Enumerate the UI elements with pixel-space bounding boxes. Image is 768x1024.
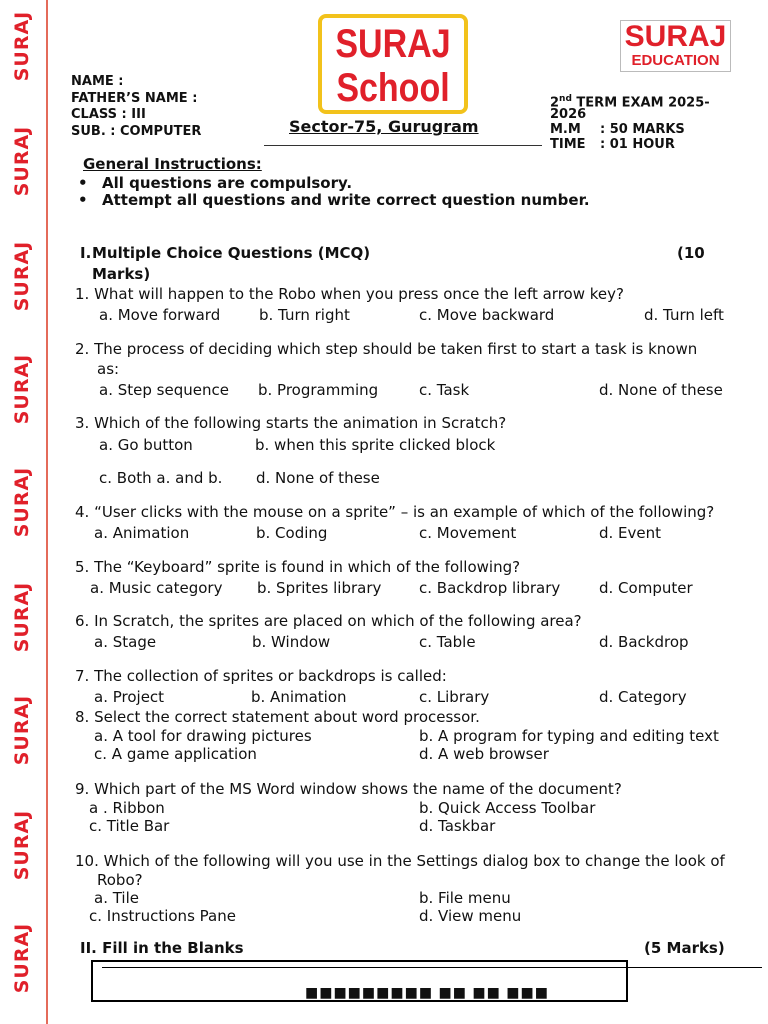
side-watermark-text: SURAJ (11, 922, 33, 994)
education-logo-line2: EDUCATION (631, 52, 720, 69)
option: c. Backdrop library (419, 579, 561, 597)
exam-info-block (550, 84, 750, 152)
section-marks: (5 Marks) (644, 939, 725, 957)
side-watermark-strip (0, 0, 48, 1024)
option: c. Library (419, 688, 490, 706)
side-watermark-text: SURAJ (11, 10, 33, 82)
term-label: 2nd TERM EXAM 2025- (550, 94, 710, 111)
option: d. None of these (256, 469, 380, 487)
option: a. A tool for drawing pictures (94, 727, 312, 745)
school-logo-line2: School (336, 66, 450, 110)
option: a. Project (94, 688, 165, 706)
option: a. Step sequence (99, 381, 229, 399)
option: d. Backdrop (599, 633, 689, 651)
footer-text: ■■■■■■■■■ ■■ ■■ ■■■ (305, 985, 549, 1001)
option: c. Movement (419, 524, 517, 542)
option: c. Move backward (419, 306, 555, 324)
option: c. Table (419, 633, 476, 651)
side-watermark-text: SURAJ (11, 694, 33, 766)
footer-line (102, 967, 762, 968)
subject-label: SUB. : COMPUTER (71, 124, 202, 139)
option: c. A game application (94, 745, 257, 763)
section-title: Multiple Choice Questions (MCQ) (92, 244, 371, 262)
option: c. Both a. and b. (99, 469, 223, 487)
header-divider (264, 145, 542, 146)
question-text-cont: as: (97, 360, 120, 378)
instruction-item: Attempt all questions and write correct question number. (102, 191, 590, 209)
question-text: 8. Select the correct statement about word processor. (75, 708, 480, 726)
option: b. File menu (419, 889, 511, 907)
bullet-icon: • (78, 191, 88, 209)
section-title: II. Fill in the Blanks (80, 939, 244, 957)
section-marks-cont: Marks) (92, 265, 151, 283)
side-watermark-text: SURAJ (11, 809, 33, 881)
question-text: 1. What will happen to the Robo when you press once the left arrow key? (75, 285, 624, 303)
option: d. View menu (419, 907, 522, 925)
side-watermark-text: SURAJ (11, 125, 33, 197)
side-watermark-text: SURAJ (11, 466, 33, 538)
education-logo (620, 20, 731, 72)
time-label: TIME (550, 137, 586, 152)
option: d. Category (599, 688, 687, 706)
question-text: 10. Which of the following will you use in the Settings dialog box to change the look of (75, 852, 725, 870)
option: d. None of these (599, 381, 723, 399)
option: c. Task (419, 381, 470, 399)
option: b. when this sprite clicked block (255, 436, 496, 454)
option: a . Ribbon (89, 799, 165, 817)
exam-year: 2026 (550, 107, 587, 122)
option: d. Taskbar (419, 817, 496, 835)
option: b. Window (252, 633, 331, 651)
option: d. Computer (599, 579, 693, 597)
question-text: 5. The “Keyboard” sprite is found in which of the following? (75, 558, 521, 576)
option: a. Animation (94, 524, 190, 542)
max-marks-value: : 50 MARKS (600, 122, 685, 137)
side-watermark-text: SURAJ (11, 353, 33, 425)
question-text: 2. The process of deciding which step should be taken first to start a task is known (75, 340, 698, 358)
max-marks-label: M.M (550, 122, 581, 137)
option: b. Programming (258, 381, 379, 399)
option: d. A web browser (419, 745, 549, 763)
bullet-icon: • (78, 174, 88, 192)
option: b. Turn right (259, 306, 350, 324)
side-watermark-text: SURAJ (11, 581, 33, 653)
option: a. Stage (94, 633, 157, 651)
question-text: 4. “User clicks with the mouse on a sprite” – is an example of which of the following? (75, 503, 715, 521)
option: d. Turn left (644, 306, 724, 324)
time-value: : 01 HOUR (600, 137, 675, 152)
side-watermark-text: SURAJ (11, 240, 33, 312)
option: a. Move forward (99, 306, 221, 324)
education-logo-line1: SURAJ (624, 20, 727, 53)
school-logo-line1: SURAJ (335, 22, 451, 66)
option: a. Music category (90, 579, 223, 597)
question-text: 7. The collection of sprites or backdrops is called: (75, 667, 447, 685)
class-label: CLASS : III (71, 107, 146, 122)
question-text: 9. Which part of the MS Word window shows the name of the document? (75, 780, 622, 798)
section-number: I. (80, 244, 92, 262)
question-text-cont: Robo? (97, 871, 143, 889)
instructions-title: General Instructions: (83, 155, 262, 173)
option: b. Sprites library (257, 579, 382, 597)
option: a. Go button (99, 436, 193, 454)
school-address: Sector-75, Gurugram (289, 117, 479, 136)
option: a. Tile (94, 889, 139, 907)
question-text: 6. In Scratch, the sprites are placed on which of the following area? (75, 612, 582, 630)
option: c. Title Bar (89, 817, 170, 835)
name-field-label: NAME : (71, 74, 124, 89)
option: b. A program for typing and editing text (419, 727, 719, 745)
instruction-item: All questions are compulsory. (102, 174, 353, 192)
option: b. Quick Access Toolbar (419, 799, 596, 817)
father-name-field-label: FATHER’S NAME : (71, 91, 198, 106)
option: b. Animation (251, 688, 347, 706)
section-marks: (10 (677, 244, 705, 262)
question-text: 3. Which of the following starts the animation in Scratch? (75, 414, 507, 432)
school-logo (318, 14, 468, 114)
option: c. Instructions Pane (89, 907, 236, 925)
option: d. Event (599, 524, 662, 542)
option: b. Coding (256, 524, 328, 542)
